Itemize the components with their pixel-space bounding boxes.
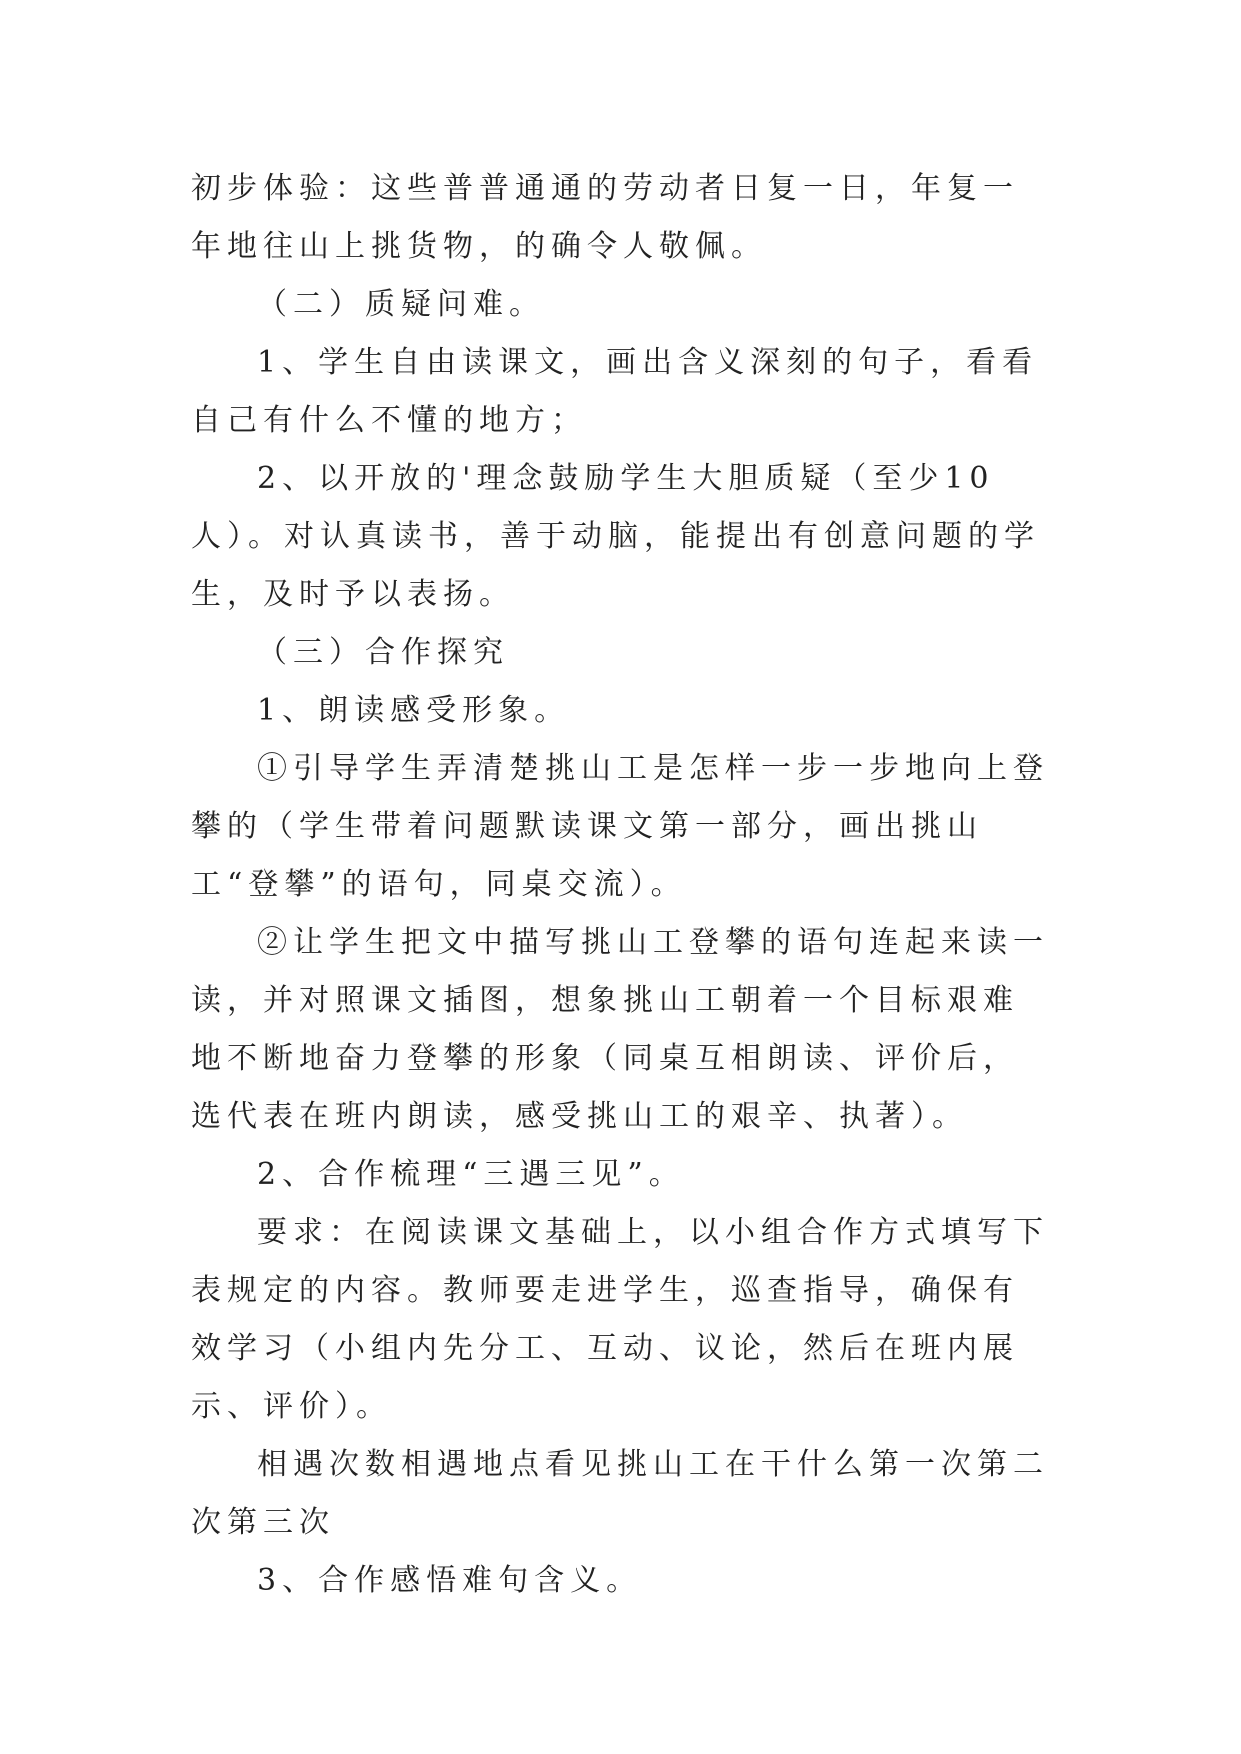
- paragraph-table-headers: 相遇次数相遇地点看见挑山工在干什么第一次第二次第三次: [191, 1447, 1049, 1540]
- section-heading-questioning: （二）质疑问难。: [257, 287, 545, 322]
- document-body: [191, 160, 1051, 1610]
- paragraph-step-2-sorting: 2、合作梳理“三遇三见”。: [257, 1157, 685, 1192]
- paragraph-imagine-image: ②让学生把文中描写挑山工登攀的语句连起来读一读，并对照课文插图，想象挑山工朝着一个目标艰难地不断地奋力登攀的形象（同桌互相朗读、评价后，选代表在班内朗读，感受挑山工的艰辛、执著）。: [191, 925, 1049, 1134]
- paragraph-step-1-reading: 1、学生自由读课文，画出含义深刻的句子，看看自己有什么不懂的地方；: [191, 345, 1039, 438]
- paragraph-step-2-questioning: 2、以开放的'理念鼓励学生大胆质疑（至少10人）。对认真读书，善于动脑，能提出有创意问题的学生，及时予以表扬。: [191, 461, 1040, 612]
- paragraph-requirements: 要求：在阅读课文基础上，以小组合作方式填写下表规定的内容。教师要走进学生，巡查指导，确保有效学习（小组内先分工、互动、议论，然后在班内展示、评价）。: [191, 1215, 1049, 1424]
- paragraph-step-3-meaning: 3、合作感悟难句含义。: [257, 1563, 643, 1598]
- paragraph-guide-climbing: ①引导学生弄清楚挑山工是怎样一步一步地向上登攀的（学生带着问题默读课文第一部分，画出挑山工“登攀”的语句，同桌交流）。: [191, 751, 1049, 902]
- paragraph-intro-experience: 初步体验：这些普普通通的劳动者日复一日，年复一年地往山上挑货物，的确令人敬佩。: [191, 171, 1019, 264]
- paragraph-step-1-recitation: 1、朗读感受形象。: [257, 693, 571, 728]
- section-heading-cooperation: （三）合作探究: [257, 635, 509, 670]
